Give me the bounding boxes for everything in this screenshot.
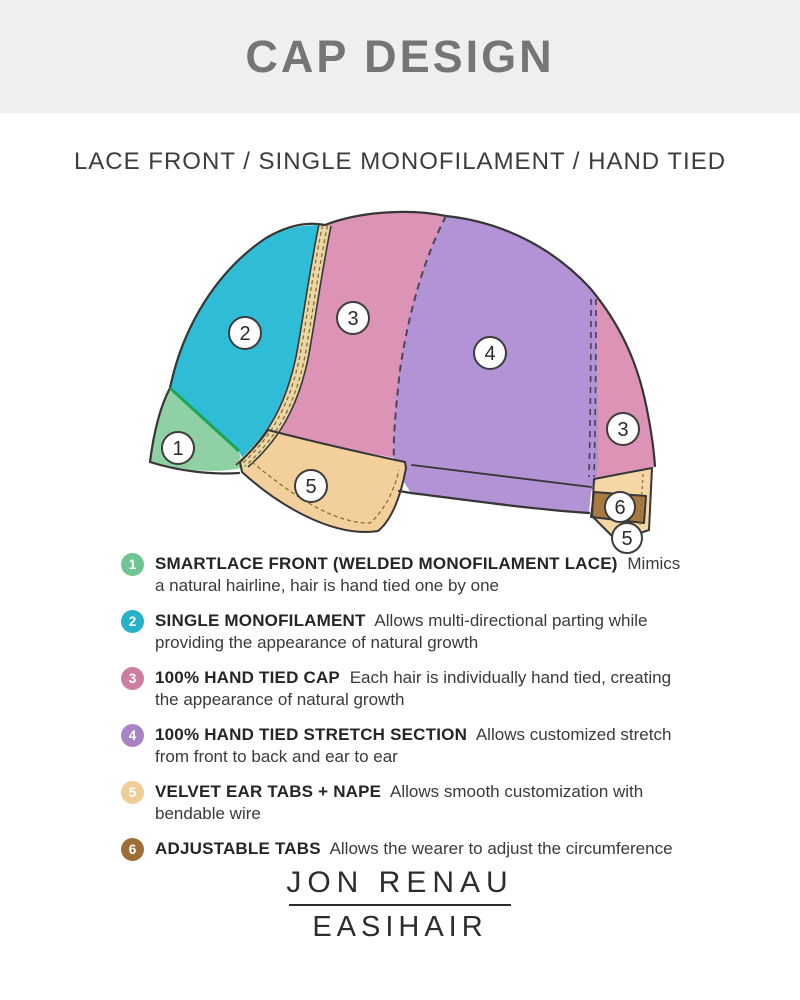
callout-1: [162, 432, 194, 464]
legend-item-text: [155, 724, 687, 768]
legend-item-smartlace-front: [121, 553, 689, 597]
legend-item-single-monofilament: [121, 610, 689, 654]
svg-text:6: 6: [614, 497, 626, 519]
legend-item-text: [155, 781, 687, 825]
legend-item-title: ADJUSTABLE TABS: [155, 839, 321, 858]
svg-text:5: 5: [305, 476, 317, 498]
legend-item-text: [155, 610, 687, 654]
header-band: [0, 0, 800, 113]
legend-item-adjustable-tabs: [121, 838, 689, 861]
legend-item-desc: Allows multi-directional parting while providing the appearance of natural growth: [155, 611, 648, 652]
legend-badge-4: 4: [121, 724, 144, 747]
brand-line-2: EASIHAIR: [312, 911, 488, 943]
legend-item-title: 100% HAND TIED CAP: [155, 668, 340, 687]
legend-item-stretch-section: [121, 724, 689, 768]
callout-3-back: [607, 413, 639, 445]
region-hand-tied-cap-back: [594, 297, 655, 479]
legend-item-desc: Allows smooth customization with bendable wire: [155, 782, 644, 823]
legend-badge-2: 2: [121, 610, 144, 633]
legend-badge-6: 6: [121, 838, 144, 861]
svg-text:4: 4: [484, 343, 496, 365]
svg-text:3: 3: [347, 308, 359, 330]
legend-item-title: SMARTLACE FRONT (WELDED MONOFILAMENT LACE): [155, 554, 618, 573]
legend-item-hand-tied-cap: [121, 667, 689, 711]
svg-text:3: 3: [617, 419, 629, 441]
callout-5-ear: [295, 470, 327, 502]
legend-item-desc: Each hair is individually hand tied, creating the appearance of natural growth: [155, 668, 672, 709]
legend-item-title: 100% HAND TIED STRETCH SECTION: [155, 725, 468, 744]
legend-item-desc: Allows the wearer to adjust the circumference: [329, 839, 673, 858]
legend-badge-3: 3: [121, 667, 144, 690]
legend-item-desc: Allows customized stretch from front to back and ear to ear: [155, 725, 672, 766]
legend-badge-5: 5: [121, 781, 144, 804]
legend-badge-1: 1: [121, 553, 144, 576]
callout-2: [229, 317, 261, 349]
brand-logo: [0, 866, 800, 944]
legend: [121, 553, 689, 861]
svg-text:5: 5: [621, 528, 633, 550]
legend-item-title: VELVET EAR TABS + NAPE: [155, 782, 382, 801]
legend-item-title: SINGLE MONOFILAMENT: [155, 611, 366, 630]
legend-item-text: [155, 553, 687, 597]
legend-item-velvet-ear-tabs: [121, 781, 689, 825]
cap-diagram-svg: [128, 200, 688, 560]
callout-6: [605, 492, 635, 522]
brand-line-1: JON RENAU: [286, 866, 514, 899]
brand-divider: [289, 904, 511, 906]
page-title: CAP DESIGN: [245, 30, 555, 82]
callout-3-front: [337, 302, 369, 334]
cap-diagram: [128, 200, 688, 560]
callout-5-nape: [612, 523, 642, 553]
svg-text:2: 2: [239, 323, 251, 345]
legend-item-text: [155, 667, 687, 711]
subtitle: LACE FRONT / SINGLE MONOFILAMENT / HAND TIED: [73, 148, 727, 175]
legend-item-text: [155, 838, 687, 860]
callout-4: [474, 337, 506, 369]
legend-item-desc: Mimics a natural hairline, hair is hand tied one by one: [155, 554, 681, 595]
svg-text:1: 1: [172, 438, 184, 460]
